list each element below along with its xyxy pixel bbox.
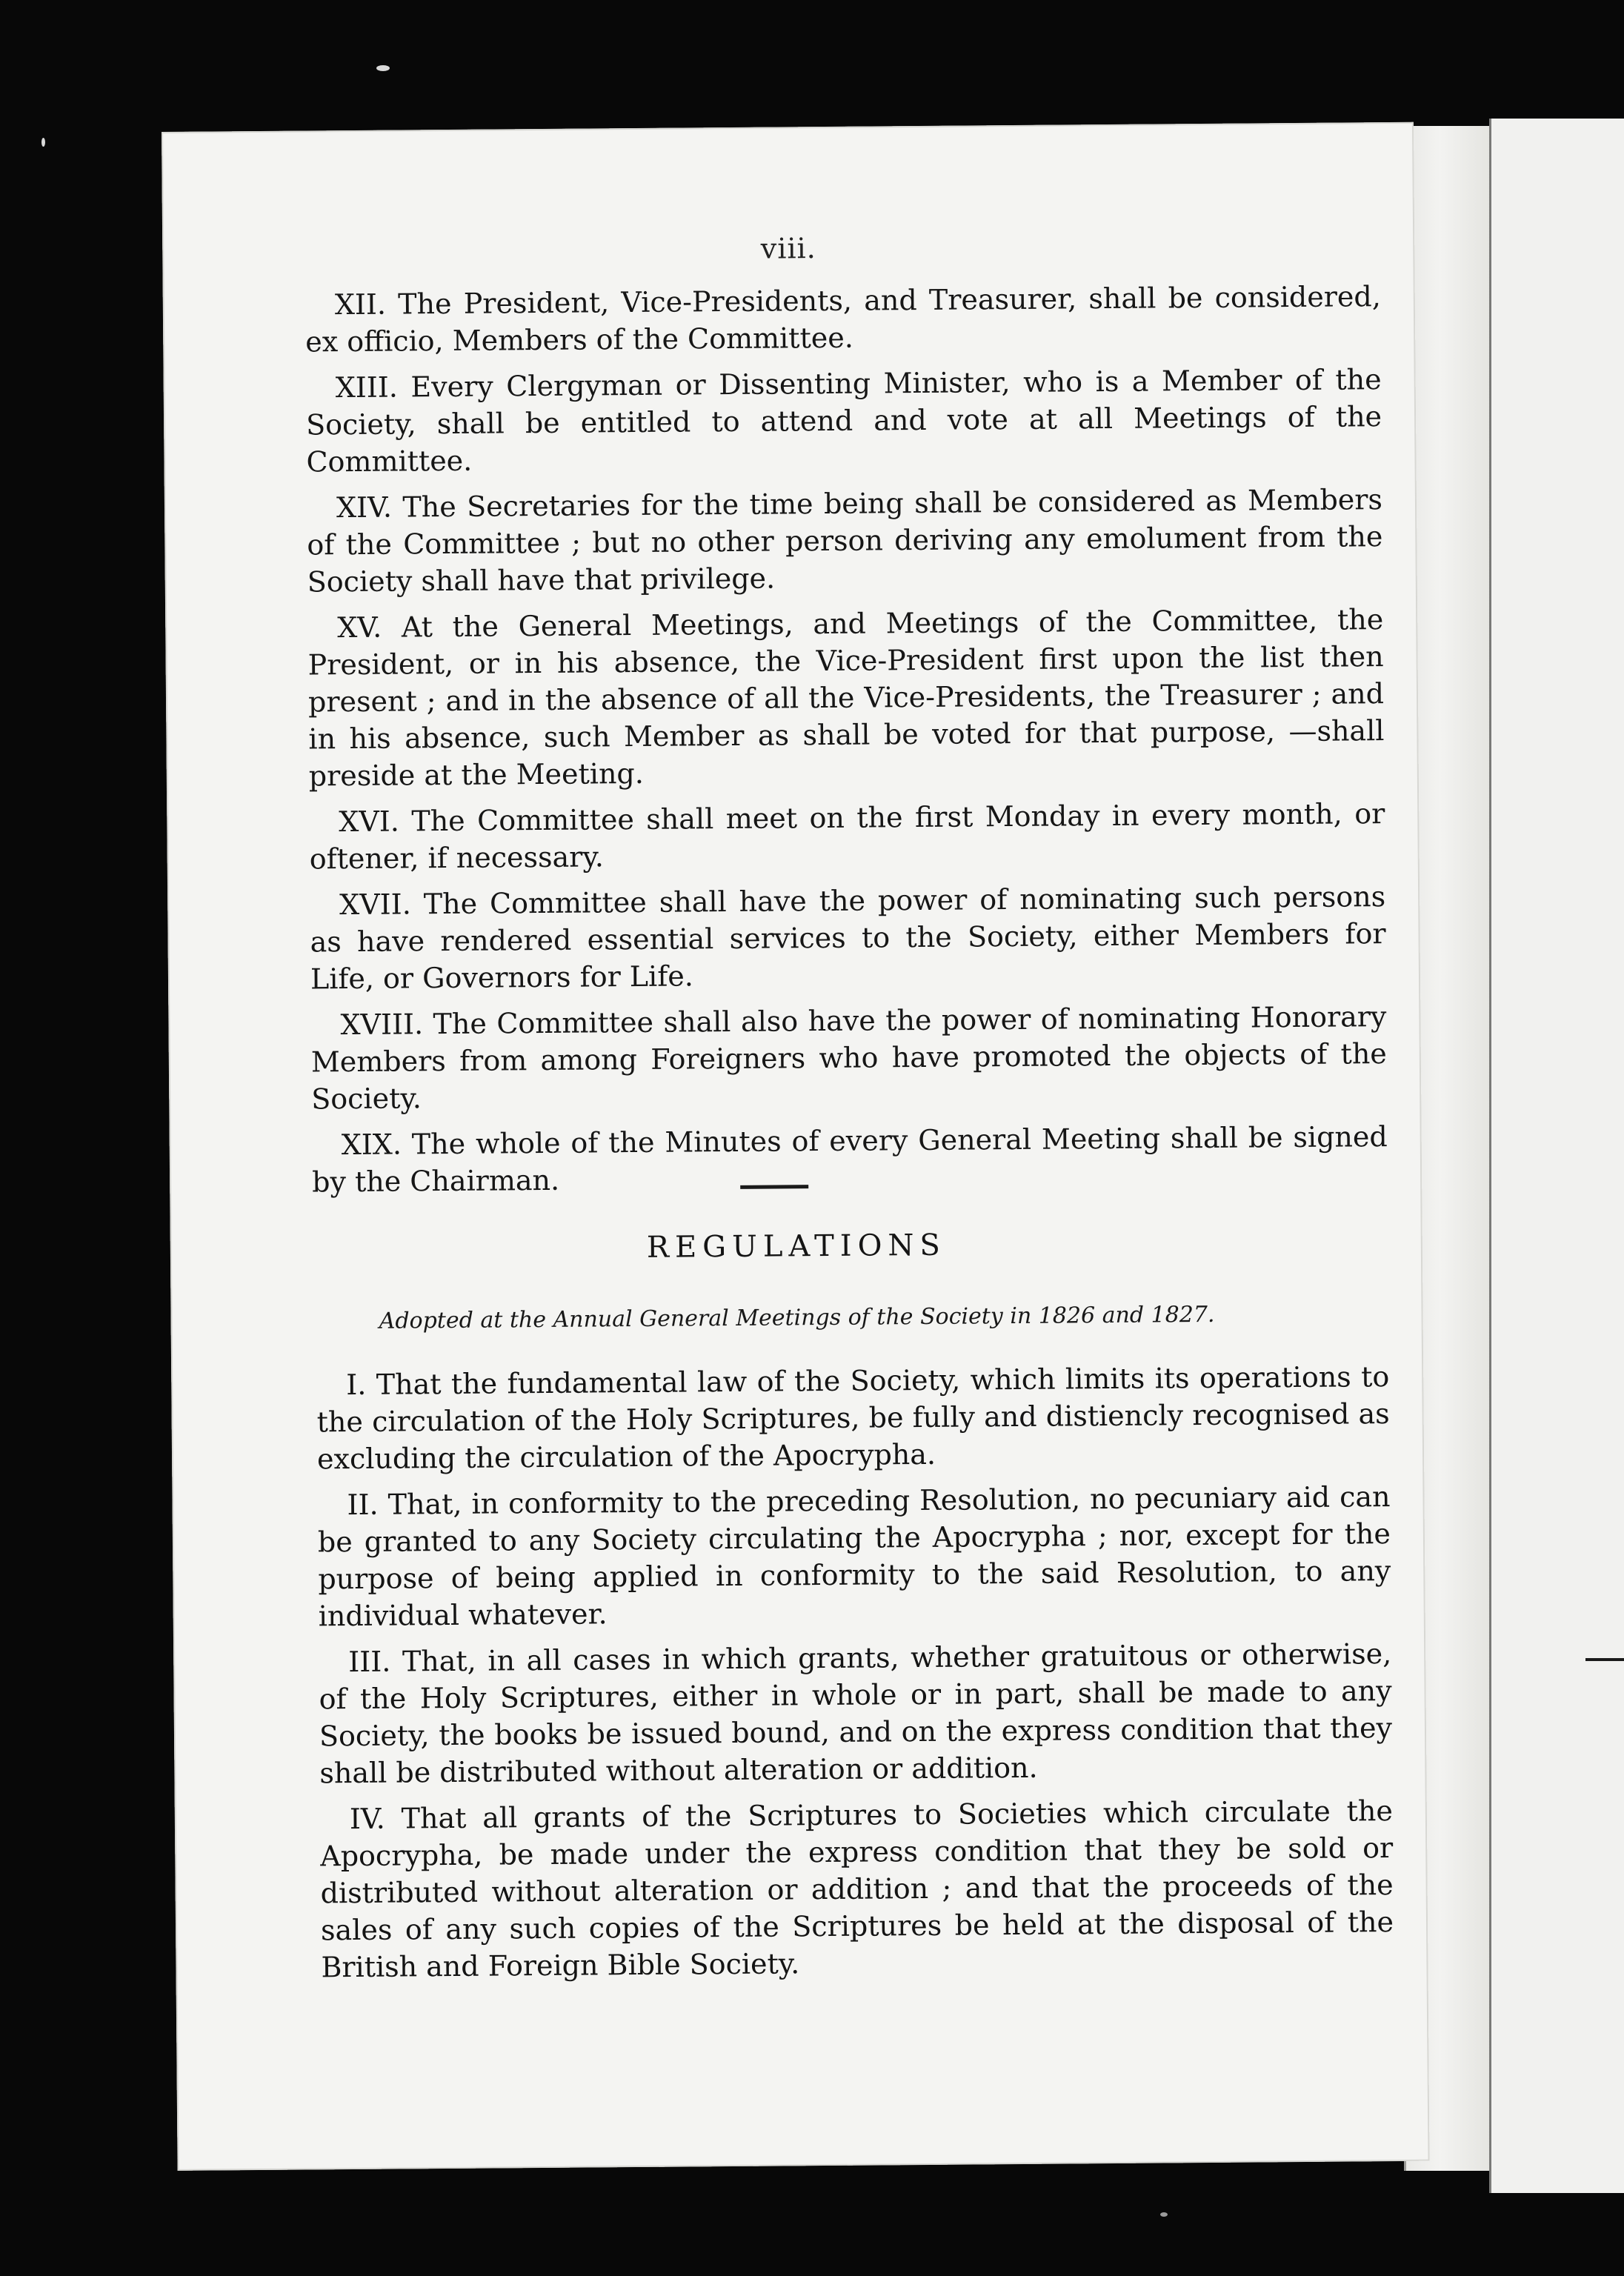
scan-speck [376, 65, 390, 71]
book-page [162, 122, 1430, 2171]
facing-page [1489, 119, 1624, 2193]
regulation-iii: III. That, in all cases in which grants, whether gratuitous or otherwise, of the Holy Scriptures, either in whole or in part, shall be made to any Society, the books be issued bound, and on the express condition that they shall be distributed without alteration or addition. [319, 1637, 1393, 1790]
facing-page-rule [1585, 1658, 1624, 1661]
rule-xii: XII. The President, Vice-Presidents, and Treasurer, shall be considered, ex officio, Members of the Committee. [305, 280, 1381, 359]
regulation-ii: II. That, in conformity to the preceding Resolution, no pecuniary aid can be granted to any Society circulating the Apocrypha ; nor, except for the purpose of being applied in conformity to the said Resolution, to any individual whatever. [317, 1480, 1391, 1633]
rule-xiv: XIV. The Secretaries for the time being shall be considered as Members of the Committee ; but no other person deriving any emolument from the Society shall have that privilege. [307, 483, 1383, 599]
rules-list [305, 278, 1388, 1209]
rule-xix: XIX. The whole of the Minutes of every General Meeting shall be signed by the Chairman. [311, 1120, 1388, 1199]
scan-speck [41, 138, 45, 147]
rule-xviii: XVIII. The Committee shall also have the power of nominating Honorary Members from among Foreigners who have promoted the objects of the Society. [310, 1000, 1387, 1116]
rule-xvi: XVI. The Committee shall meet on the first Monday in every month, or oftener, if necessary. [309, 797, 1385, 876]
section-divider [740, 1185, 808, 1189]
regulations-title: REGULATIONS [646, 1228, 946, 1265]
page-number: viii. [760, 232, 816, 265]
regulations-list [316, 1358, 1394, 1994]
regulation-i: I. That the fundamental law of the Society, which limits its operations to the circulation of the Holy Scriptures, be fully and distiencly recognised as excluding the circulation of the Apocrypha. [316, 1360, 1390, 1476]
regulations-subtitle: Adopted at the Annual General Meetings of the Society in 1826 and 1827. [379, 1301, 1215, 1334]
rule-xiii: XIII. Every Clergyman or Dissenting Minister, who is a Member of the Society, shall be entitled to attend and vote at all Meetings of the Committee. [305, 363, 1382, 479]
rule-xvii: XVII. The Committee shall have the power of nominating such persons as have rendered essential services to the Society, either Members for Life, or Governors for Life. [310, 880, 1386, 996]
scan-speck [1160, 2212, 1168, 2217]
rule-xv: XV. At the General Meetings, and Meetings of the Committee, the President, or in his absence, the Vice-President first upon the list then present ; and in the absence of all the Vice-Presidents, the Treasurer ; and in his absence, such Member as shall be voted for that purpose, —shall preside at the Meeting. [307, 603, 1385, 793]
regulation-iv: IV. That all grants of the Scriptures to Societies which circulate the Apocrypha, be made under the express condition that they be sold or distributed without alteration or addition ; and that the proceeds of the sales of any such copies of the Scriptures be held at the disposal of the British and Foreign Bible Society. [320, 1794, 1394, 1984]
